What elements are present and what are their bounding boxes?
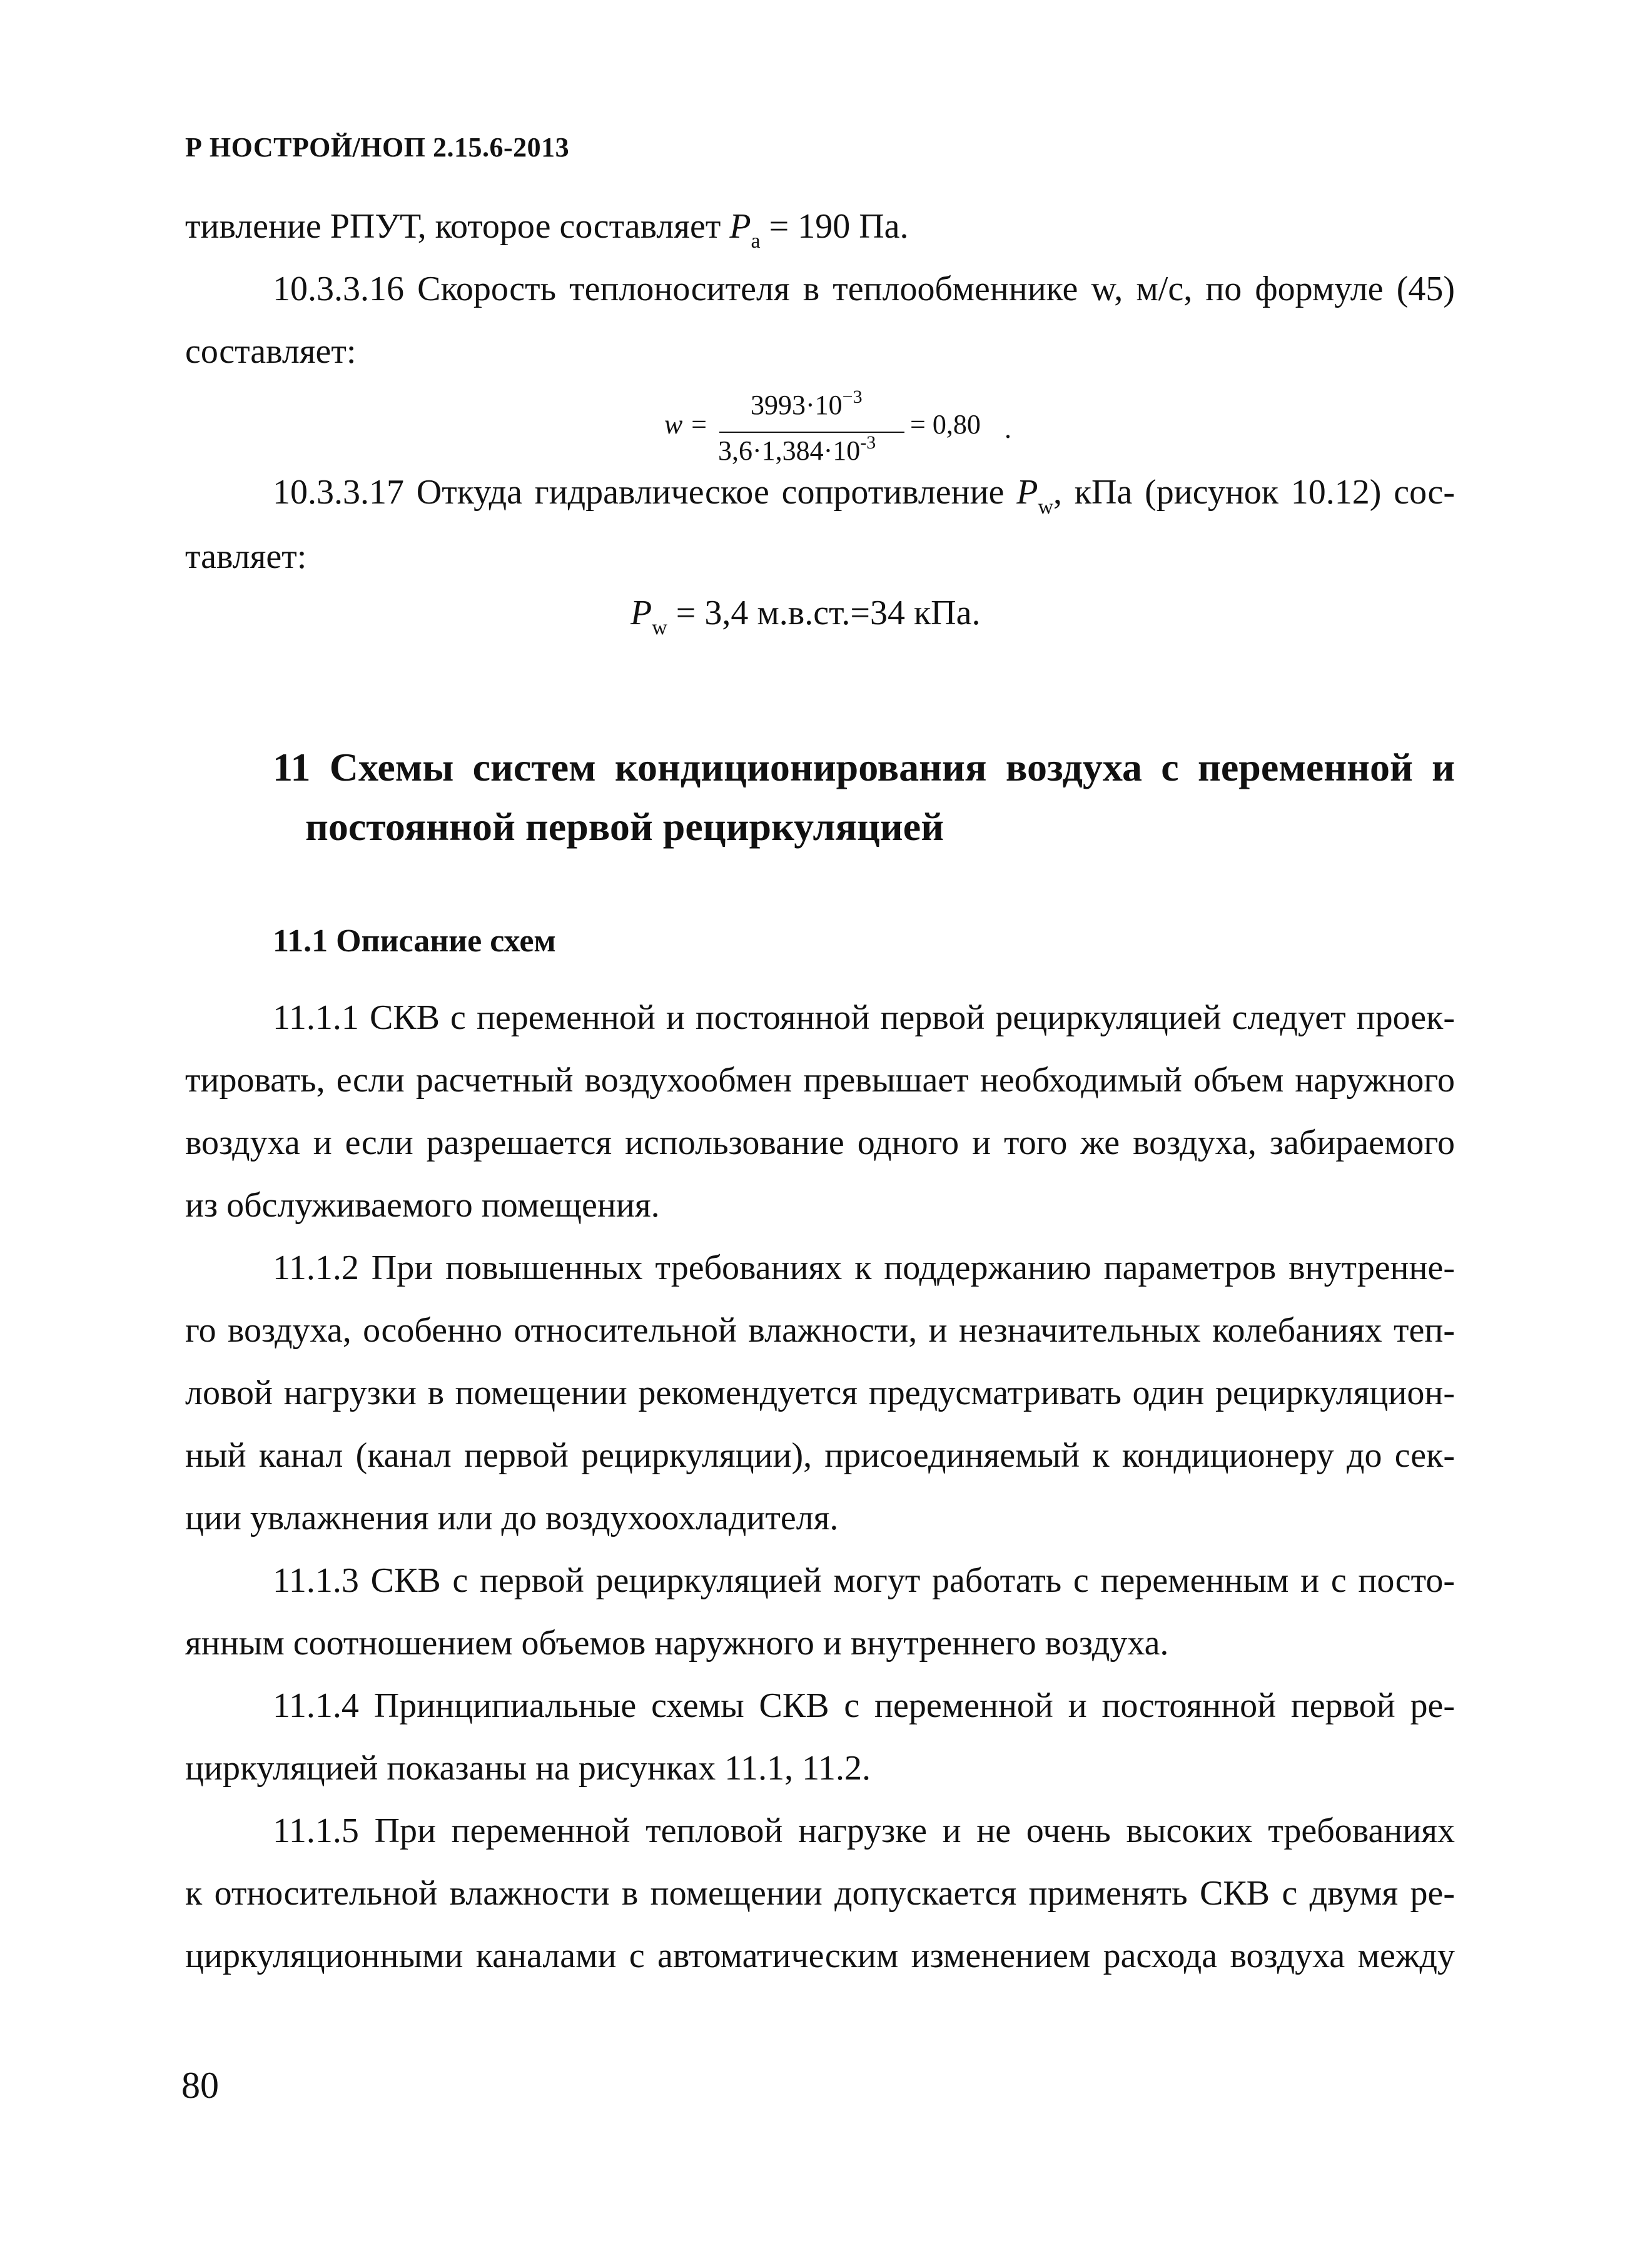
document-header: Р НОСТРОЙ/НОП 2.15.6-2013 — [185, 132, 570, 163]
paragraph-10-3-3-16-line-2: составляет: — [185, 332, 357, 371]
pw-rest: = 3,4 м.в.ст.=34 кПа. — [667, 594, 981, 632]
pressure-symbol: P — [729, 207, 751, 246]
p-11-1-5-line-3: циркуляционными каналами с автоматическим изменением расхода воздуха между — [185, 1936, 1455, 1975]
p17-symbol: P — [1016, 473, 1038, 512]
formula-w-numerator — [751, 389, 863, 421]
p-11-1-2-line-1: 11.1.2 При повышенных требованиях к поддержанию параметров внутренне- — [273, 1248, 1455, 1287]
p-11-1-4-line-2: циркуляцией показаны на рисунках 11.1, 11.2. — [185, 1749, 871, 1788]
pressure-subscript: a — [751, 230, 761, 253]
paragraph-10-3-3-16-line-1: 10.3.3.16 Скорость теплоносителя в теплообменнике w, м/с, по формуле (45) — [273, 270, 1455, 308]
formula-pw — [630, 593, 981, 639]
intro-text-before: тивление РПУТ, которое составляет — [185, 207, 730, 246]
p-11-1-4-line-1: 11.1.4 Принципиальные схемы СКВ с переменной и постоянной первой ре- — [273, 1686, 1455, 1725]
formula-w-denominator — [718, 432, 876, 467]
fraction-bar — [719, 432, 904, 433]
p17-subscript: w — [1038, 495, 1053, 519]
p-11-1-2-line-5: ции увлажнения или до воздухоохладителя. — [185, 1499, 839, 1537]
intro-text-after: = 190 Па. — [760, 207, 909, 246]
section-11-heading-line-2: постоянной первой рециркуляцией — [305, 804, 944, 849]
p-11-1-3-line-1: 11.1.3 СКВ с первой рециркуляцией могут работать с переменным и с посто- — [273, 1561, 1455, 1600]
p-11-1-3-line-2: янным соотношением объемов наружного и внутреннего воздуха. — [185, 1624, 1169, 1663]
p-11-1-2-line-3: ловой нагрузки в помещении рекомендуется предусматривать один рециркуляцион- — [185, 1374, 1455, 1412]
numerator-exponent: −3 — [842, 387, 863, 407]
section-11-heading-line-1: 11 Схемы систем кондиционирования воздуха с переменной и — [273, 745, 1455, 789]
formula-w-lhs: w = — [664, 409, 709, 440]
pw-subscript: w — [652, 616, 667, 639]
formula-w-rhs: = 0,80 — [910, 409, 981, 440]
p-11-1-5-line-1: 11.1.5 При переменной тепловой нагрузке и не очень высоких требованиях — [273, 1811, 1455, 1850]
intro-line — [185, 206, 909, 253]
p-11-1-1-line-4: из обслуживаемого помещения. — [185, 1186, 660, 1225]
numerator-text: 3993·10 — [751, 390, 843, 420]
p-11-1-1-line-1: 11.1.1 СКВ с переменной и постоянной первой рециркуляцией следует проек- — [273, 998, 1455, 1037]
section-11-1-heading: 11.1 Описание схем — [273, 923, 556, 959]
denominator-text: 3,6·1,384·10 — [718, 435, 861, 466]
p17-text-after: , кПа (рисунок 10.12) сос- — [1053, 473, 1455, 512]
p-11-1-5-line-2: к относительной влажности в помещении допускается применять СКВ с двумя ре- — [185, 1874, 1455, 1913]
paragraph-10-3-3-17-line-1 — [273, 472, 1455, 519]
p-11-1-2-line-4: ный канал (канал первой рециркуляции), присоединяемый к кондиционеру до сек- — [185, 1436, 1455, 1475]
page-number: 80 — [181, 2065, 219, 2106]
pw-symbol: P — [630, 594, 652, 632]
denominator-exponent: -3 — [860, 432, 876, 453]
p-11-1-2-line-2: го воздуха, особенно относительной влажности, и незначительных колебаниях теп- — [185, 1311, 1455, 1350]
formula-w-period: . — [1005, 413, 1011, 444]
p-11-1-1-line-3: воздуха и если разрешается использование одного и того же воздуха, забираемого — [185, 1123, 1455, 1162]
p-11-1-1-line-2: тировать, если расчетный воздухообмен превышает необходимый объем наружного — [185, 1061, 1455, 1100]
p17-text-before: 10.3.3.17 Откуда гидравлическое сопротивление — [273, 473, 1017, 512]
paragraph-10-3-3-17-line-2: тавляет: — [185, 537, 307, 576]
